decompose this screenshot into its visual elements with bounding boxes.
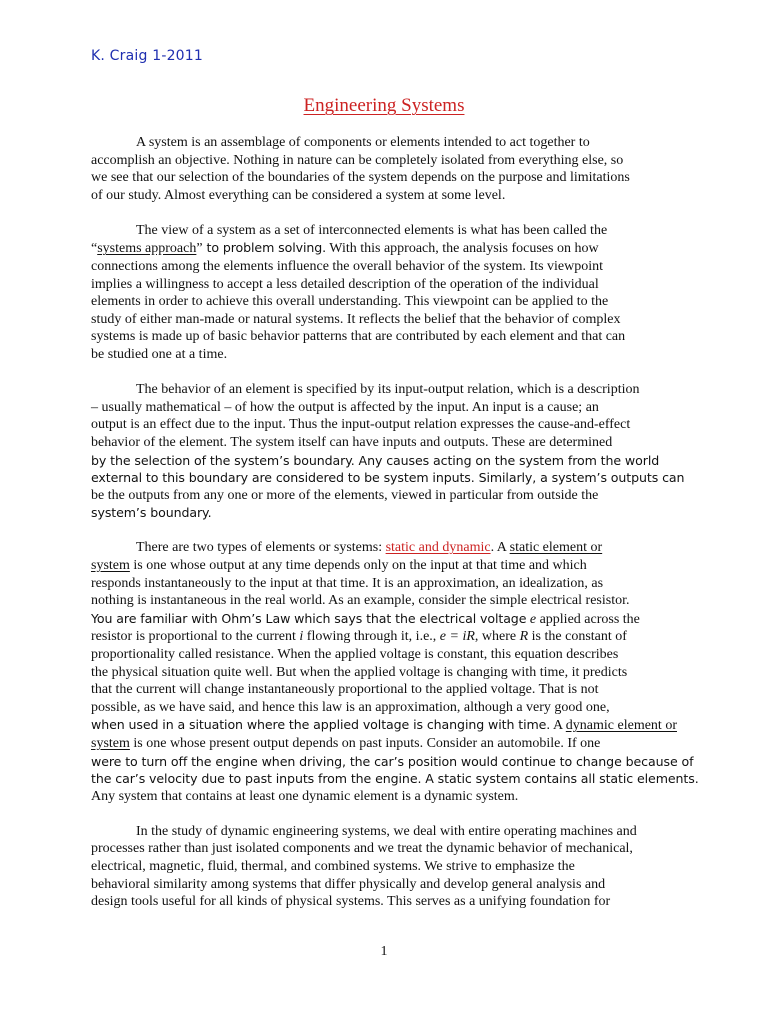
text-line: we see that our selection of the boundaries of the system depends on the purpose and limitations [91,170,630,186]
text-line: be studied one at a time. [91,347,228,363]
text-line: design tools useful for all kinds of physical systems. This serves as a unifying foundation for [91,894,611,910]
text-line: the car’s velocity due to past inputs from the engine. A static system contains all static elements. [91,771,699,787]
paragraph-2 [91,222,678,364]
text-line: – usually mathematical – of how the output is affected by the input. An input is a cause; an [91,399,599,415]
page-title [0,95,768,117]
text-line: system is one whose present output depends on past inputs. Consider an automobile. If one [91,735,601,751]
body-text [91,134,699,928]
text-line: systems is made up of basic behavior patterns that are contributed by each element and that can [91,329,626,345]
text-line: The view of a system as a set of interconnected elements is what has been called the [136,222,608,238]
text-line: system is one whose output at any time depends only on the input at that time and which [91,557,587,573]
text-line: behavior of the element. The system itself can have inputs and outputs. These are determined [91,434,613,450]
text-line: electrical, magnetic, fluid, thermal, and combined systems. We strive to emphasize the [91,858,575,874]
text-line: nothing is instantaneous in the real world. As an example, consider the simple electrical resistor. [91,593,630,609]
text-line: In the study of dynamic engineering systems, we deal with entire operating machines and [136,823,637,839]
text-line: output is an effect due to the input. Thus the input-output relation expresses the cause-and-effect [91,417,631,433]
paragraph-4 [91,539,699,805]
text-line: possible, as we have said, and hence this law is an approximation, although a very good one, [91,699,610,715]
text-line: responds instantaneously to the input at that time. It is an approximation, an idealization, as [91,575,604,591]
text-line: were to turn off the engine when driving, the car’s position would continue to change because of [91,753,694,769]
text-line: the physical situation quite well. But when the applied voltage is changing with time, it predicts [91,664,628,680]
page-number: 1 [380,944,388,959]
page-title-text: Engineering Systems [303,95,465,116]
text-line: Any system that contains at least one dynamic element is a dynamic system. [91,788,519,804]
paragraph-5 [91,823,678,911]
text-line: processes rather than just isolated components and we treat the dynamic behavior of mechanical, [91,841,633,857]
systems-approach-term: systems approach [97,241,197,257]
text-line: proportionality called resistance. When the applied voltage is constant, this equation describes [91,646,619,662]
text-line: behavioral similarity among systems that differ physically and develop general analysis and [91,876,606,892]
ohms-law-equation: e = iR [439,629,475,645]
text-line: system’s boundary. [91,505,212,521]
text-line: elements in order to achieve this overall understanding. This viewpoint can be applied to the [91,294,609,310]
text-line: A system is an assemblage of components or elements intended to act together to [136,135,590,150]
paragraph-1 [91,134,678,204]
header-author: K. Craig 1-2011 [91,48,204,64]
text-line: when used in a situation where the applied voltage is changing with time. A dynamic element or [91,717,677,734]
text-line: resistor is proportional to the current i flowing through it, i.e., e = iR, where R is the constant of [91,629,627,645]
text-line: by the selection of the system’s boundary. Any causes acting on the system from the world [91,452,660,468]
static-element-term: static element or [509,540,603,556]
dynamic-element-term: dynamic element or [565,718,677,734]
text-line: connections among the elements influence the overall behavior of the system. Its viewpoint [91,259,604,275]
text-line: You are familiar with Ohm’s Law which says that the electrical voltage e applied across the [91,610,640,627]
text-line: accomplish an objective. Nothing in nature can be completely isolated from everything else, so [91,152,624,168]
text-line: “systems approach” to problem solving. With this approach, the analysis focuses on how [91,240,599,257]
text-line: that the current will change instantaneously proportional to the applied voltage. That is not [91,682,599,698]
static-dynamic-term: static and dynamic [385,540,491,556]
text-line: There are two types of elements or systems: static and dynamic. A static element or [136,540,603,556]
text-line: The behavior of an element is specified by its input-output relation, which is a description [136,382,640,398]
text-line: implies a willingness to accept a less detailed description of the operation of the individual [91,276,599,292]
text-line: study of either man-made or natural systems. It reflects the belief that the behavior of complex [91,311,621,327]
paragraph-3 [91,381,685,522]
text-line: be the outputs from any one or more of the elements, viewed in particular from outside the [91,487,599,503]
text-line: of our study. Almost everything can be considered a system at some level. [91,187,506,203]
text-line: external to this boundary are considered to be system inputs. Similarly, a system’s outputs can [91,470,685,486]
